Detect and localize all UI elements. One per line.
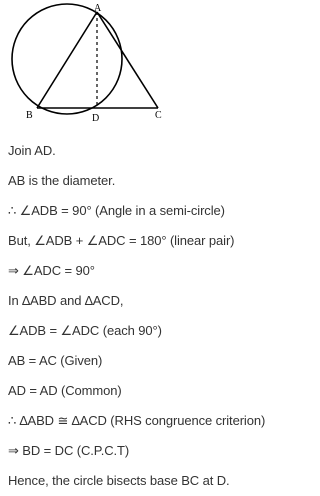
side-ac — [97, 12, 158, 108]
solution-line: ∴ ∠ADB = 90° (Angle in a semi-circle) — [8, 203, 225, 218]
solution-line: In ∆ABD and ∆ACD, — [8, 293, 124, 308]
solution-line: AB is the diameter. — [8, 173, 116, 188]
solution-line: AB = AC (Given) — [8, 353, 103, 368]
label-a: A — [94, 3, 102, 14]
side-ab — [37, 12, 97, 108]
solution-line: But, ∠ADB + ∠ADC = 180° (linear pair) — [8, 233, 235, 248]
solution-line: AD = AD (Common) — [8, 383, 122, 398]
solution-line: ∠ADB = ∠ADC (each 90°) — [8, 323, 162, 338]
solution-text — [8, 136, 305, 496]
solution-line: ⇒ BD = DC (C.P.C.T) — [8, 443, 130, 458]
geometry-figure — [0, 0, 305, 125]
solution-line: Join AD. — [8, 143, 56, 158]
solution-line: Hence, the circle bisects base BC at D. — [8, 473, 230, 488]
label-d: D — [92, 113, 100, 124]
solution-line: ⇒ ∠ADC = 90° — [8, 263, 95, 278]
label-c: C — [155, 110, 162, 121]
solution-line: ∴ ∆ABD ≅ ∆ACD (RHS congruence criterion) — [8, 413, 266, 428]
label-b: B — [26, 110, 33, 121]
